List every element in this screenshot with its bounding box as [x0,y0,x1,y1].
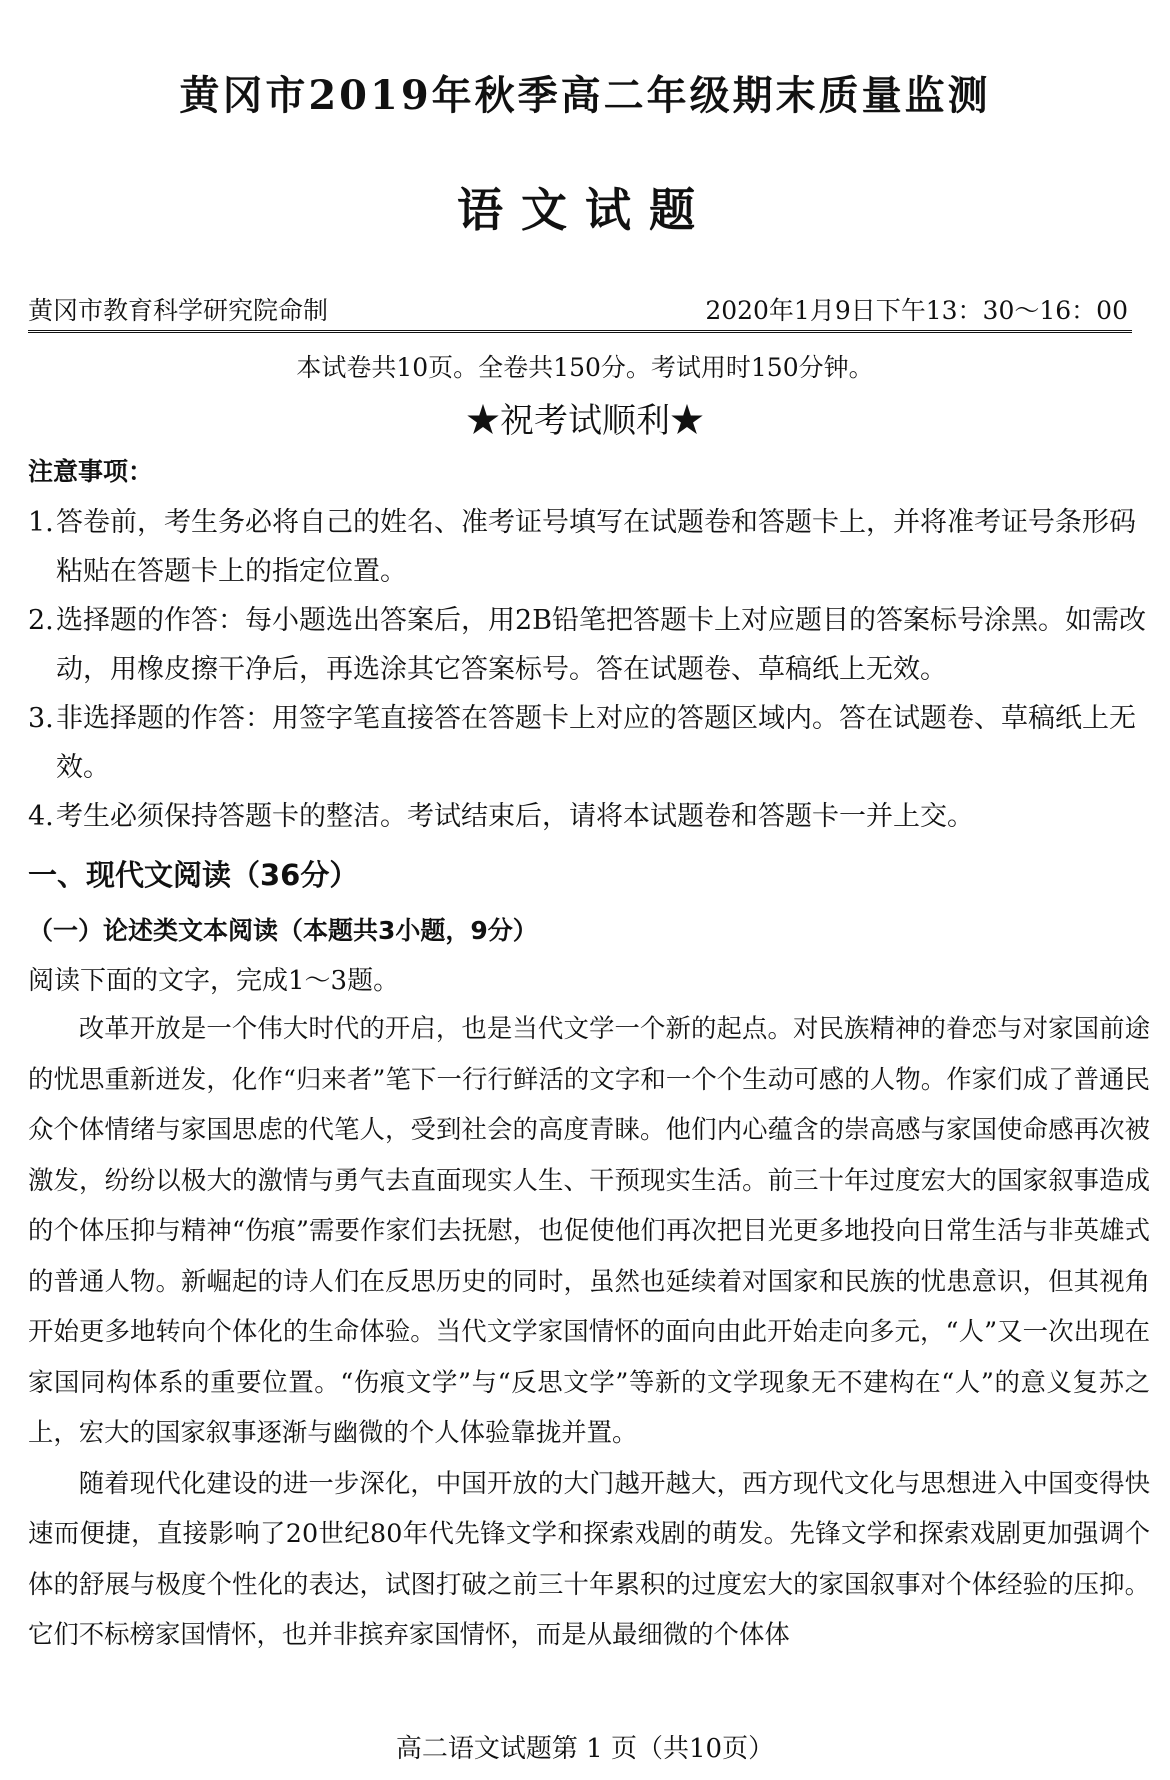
note-text: 答卷前，考生务必将自己的姓名、准考证号填写在试题卷和答题卡上，并将准考证号条形码粘贴在答题卡上的指定位置。 [56,507,1136,587]
reading-instruction: 阅读下面的文字，完成1～3题。 [28,966,400,996]
good-luck-banner: ★祝考试顺利★ [466,401,704,441]
subject-title: 语文试题 [457,183,713,237]
note-text: 考生必须保持答题卡的整洁。考试结束后，请将本试题卷和答题卡一并上交。 [56,801,974,832]
notes-list [28,498,1150,841]
note-number: 1. [28,507,54,538]
note-text: 非选择题的作答：用签字笔直接答在答题卡上对应的答题区域内。答在试题卷、草稿纸上无效。 [56,703,1136,783]
issuer-row [28,292,1132,333]
note-number: 4. [28,801,54,832]
note-item [28,694,1150,792]
note-number: 2. [28,605,54,636]
notes-heading: 注意事项： [28,457,154,486]
note-item [28,596,1150,694]
note-item [28,498,1150,596]
subsection-heading: （一）论述类文本阅读（本题共3小题，9分） [28,916,538,945]
passage-paragraph: 随着现代化建设的进一步深化，中国开放的大门越开越大，西方现代文化与思想进入中国变得快速而便捷，直接影响了20世纪80年代先锋文学和探索戏剧的萌发。先锋文学和探索戏剧更加强调个体的舒展与极度个性化的表达，试图打破之前三十年累积的过度宏大的家国叙事对个体经验的压抑。它们不标榜家国情怀，也并非摈弃家国情怀，而是从最细微的个体体 [28,1467,1150,1649]
note-item [28,792,1150,841]
exam-title: 黄冈市2019年秋季高二年级期末质量监测 [179,72,991,119]
passage-paragraph: 改革开放是一个伟大时代的开启，也是当代文学一个新的起点。对民族精神的眷恋与对家国前途的忧思重新迸发，化作“归来者”笔下一行行鲜活的文字和一个个生动可感的人物。作家们成了普通民众个体情绪与家国思虑的代笔人，受到社会的高度青睐。他们内心蕴含的崇高感与家国使命感再次被激发，纷纷以极大的激情与勇气去直面现实人生、干预现实生活。前三十年过度宏大的国家叙事造成的个体压抑与精神“伤痕”需要作家们去抚慰，也促使他们再次把目光更多地投向日常生活与非英雄式的普通人物。新崛起的诗人们在反思历史的同时，虽然也延续着对国家和民族的忧患意识，但其视角开始更多地转向个体化的生命体验。当代文学家国情怀的面向由此开始走向多元，“人”又一次出现在家国同构体系的重要位置。“伤痕文学”与“反思文学”等新的文学现象无不建构在“人”的意义复苏之上，宏大的国家叙事逐渐与幽微的个人体验靠拢并置。 [28,1013,1150,1447]
section-heading: 一、现代文阅读（36分） [28,858,359,892]
issuer: 黄冈市教育科学研究院命制 [28,296,329,325]
exam-datetime: 2020年1月9日下午13：30～16：00 [705,296,1128,325]
exam-info: 本试卷共10页。全卷共150分。考试用时150分钟。 [296,353,874,382]
note-text: 选择题的作答：每小题选出答案后，用2B铅笔把答题卡上对应题目的答案标号涂黑。如需改动，用橡皮擦干净后，再选涂其它答案标号。答在试题卷、草稿纸上无效。 [56,605,1147,685]
reading-passage [28,1003,1150,1660]
page-footer: 高二语文试题第 1 页（共10页） [395,1734,775,1764]
note-number: 3. [28,703,54,734]
